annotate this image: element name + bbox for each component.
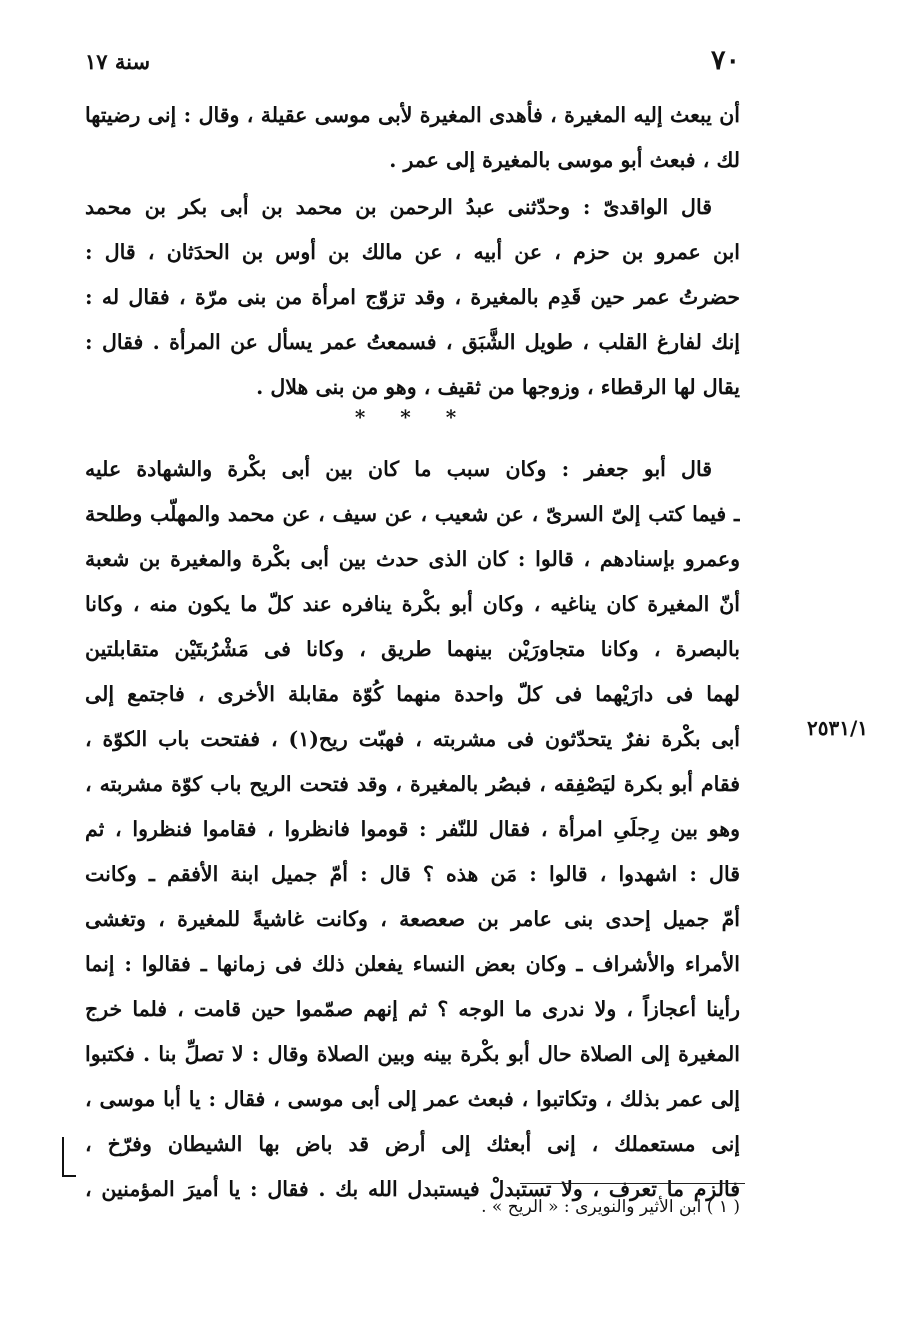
- footnote-divider: [520, 1183, 745, 1184]
- text-line: قال : اشهدوا ، قالوا : مَن هذه ؟ قال : أمّ جميل ابنة الأفقم ـ وكانت: [85, 862, 740, 886]
- text-line: أن يبعث إليه المغيرة ، فأهدى المغيرة لأبى موسى عقيلة ، وقال : إنى رضيتها: [85, 103, 740, 127]
- margin-bracket-mark: [62, 1137, 76, 1177]
- text-line: ابن عمرو بن حزم ، عن أبيه ، عن مالك بن أوس بن الحدَثان ، قال :: [85, 240, 740, 264]
- paragraph-3: [85, 447, 740, 1212]
- text-line: إلى عمر بذلك ، وتكاتبوا ، فبعث عمر إلى أبى موسى ، فقال : يا أبا موسى ،: [85, 1087, 740, 1111]
- text-line: بالبصرة ، وكانا متجاورَيْن بينهما طريق ، وكانا فى مَشْرُبتَيْن متقابلتين: [85, 637, 740, 661]
- text-line: المغيرة إلى الصلاة حال أبو بكْرة بينه وبين الصلاة وقال : لا تصلِّ بنا . فكتبوا: [85, 1042, 740, 1066]
- text-line: أنّ المغيرة كان يناغيه ، وكان أبو بكْرة ينافره عند كلّ ما يكون منه ، وكانا: [85, 592, 740, 616]
- text-line: فقام أبو بكرة ليَصْفِقه ، فبصُر بالمغيرة ، وقد فتحت الريح باب كوّة مشربته ،: [85, 772, 740, 796]
- text-line: فالزم ما تعرف ، ولا تستبدلْ فيستبدل الله بك . فقال : يا أميرَ المؤمنين ،: [85, 1177, 740, 1201]
- section-separator: * * *: [354, 405, 471, 429]
- text-line: وعمرو بإسنادهم ، قالوا : كان الذى حدث بين أبى بكْرة والمغيرة بن شعبة: [85, 547, 740, 571]
- text-line: أمّ جميل إحدى بنى عامر بن صعصعة ، وكانت غاشيةً للمغيرة ، وتغشى: [85, 907, 740, 931]
- text-line: إنى مستعملك ، إنى أبعثك إلى أرض قد باض بها الشيطان وفرّخ ،: [85, 1132, 740, 1156]
- margin-reference: ٢٥٣١/١: [806, 716, 868, 740]
- text-line: وهو بين رِجلَىِ امرأة ، فقال للنّفر : قوموا فانظروا ، فقاموا فنظروا ، ثم: [85, 817, 740, 841]
- text-line: يقال لها الرقطاء ، وزوجها من ثقيف ، وهو من بنى هلال .: [256, 375, 740, 399]
- footnote: ( ١ ) ابن الأثير والنويرى : « الريح » .: [481, 1197, 740, 1217]
- text-line: أبى بكْرة نفرٌ يتحدّثون فى مشربته ، فهبّت ريح(١) ، ففتحت باب الكوّة ،: [85, 727, 740, 751]
- year-label: سنة ١٧: [85, 49, 151, 74]
- text-line: لك ، فبعث أبو موسى بالمغيرة إلى عمر .: [389, 148, 740, 172]
- text-line: إنك لفارغ القلب ، طويل الشَّبَق ، فسمعتُ عمر يسأل عن المرأة . فقال :: [85, 330, 740, 354]
- paragraph-1: [85, 93, 740, 183]
- page-header: [85, 45, 740, 81]
- text-line: قال أبو جعفر : وكان سبب ما كان بين أبى بكْرة والشهادة عليه: [85, 457, 712, 481]
- text-line: قال الواقدىّ : وحدّثنى عبدُ الرحمن بن محمد بن أبى بكر بن محمد: [85, 195, 712, 219]
- text-line: حضرتُ عمر حين قَدِم بالمغيرة ، وقد تزوّج امرأة من بنى مرّة ، فقال له :: [85, 285, 740, 309]
- text-line: الأمراء والأشراف ـ وكان بعض النساء يفعلن ذلك فى زمانها ـ فقالوا : إنما: [85, 952, 740, 976]
- page-number: ٧٠: [710, 45, 740, 76]
- text-line: ـ فيما كتب إلىّ السرىّ ، عن شعيب ، عن سيف ، عن محمد والمهلّب وطلحة: [85, 502, 740, 526]
- text-line: لهما فى دارَيْهما فى كلّ واحدة منهما كُوّة مقابلة الأخرى ، فاجتمع إلى: [85, 682, 740, 706]
- text-line: رأينا أعجازاً ، ولا ندرى ما الوجه ؟ ثم إنهم صمّموا حين قامت ، فلما خرج: [85, 997, 740, 1021]
- paragraph-2: [85, 185, 740, 410]
